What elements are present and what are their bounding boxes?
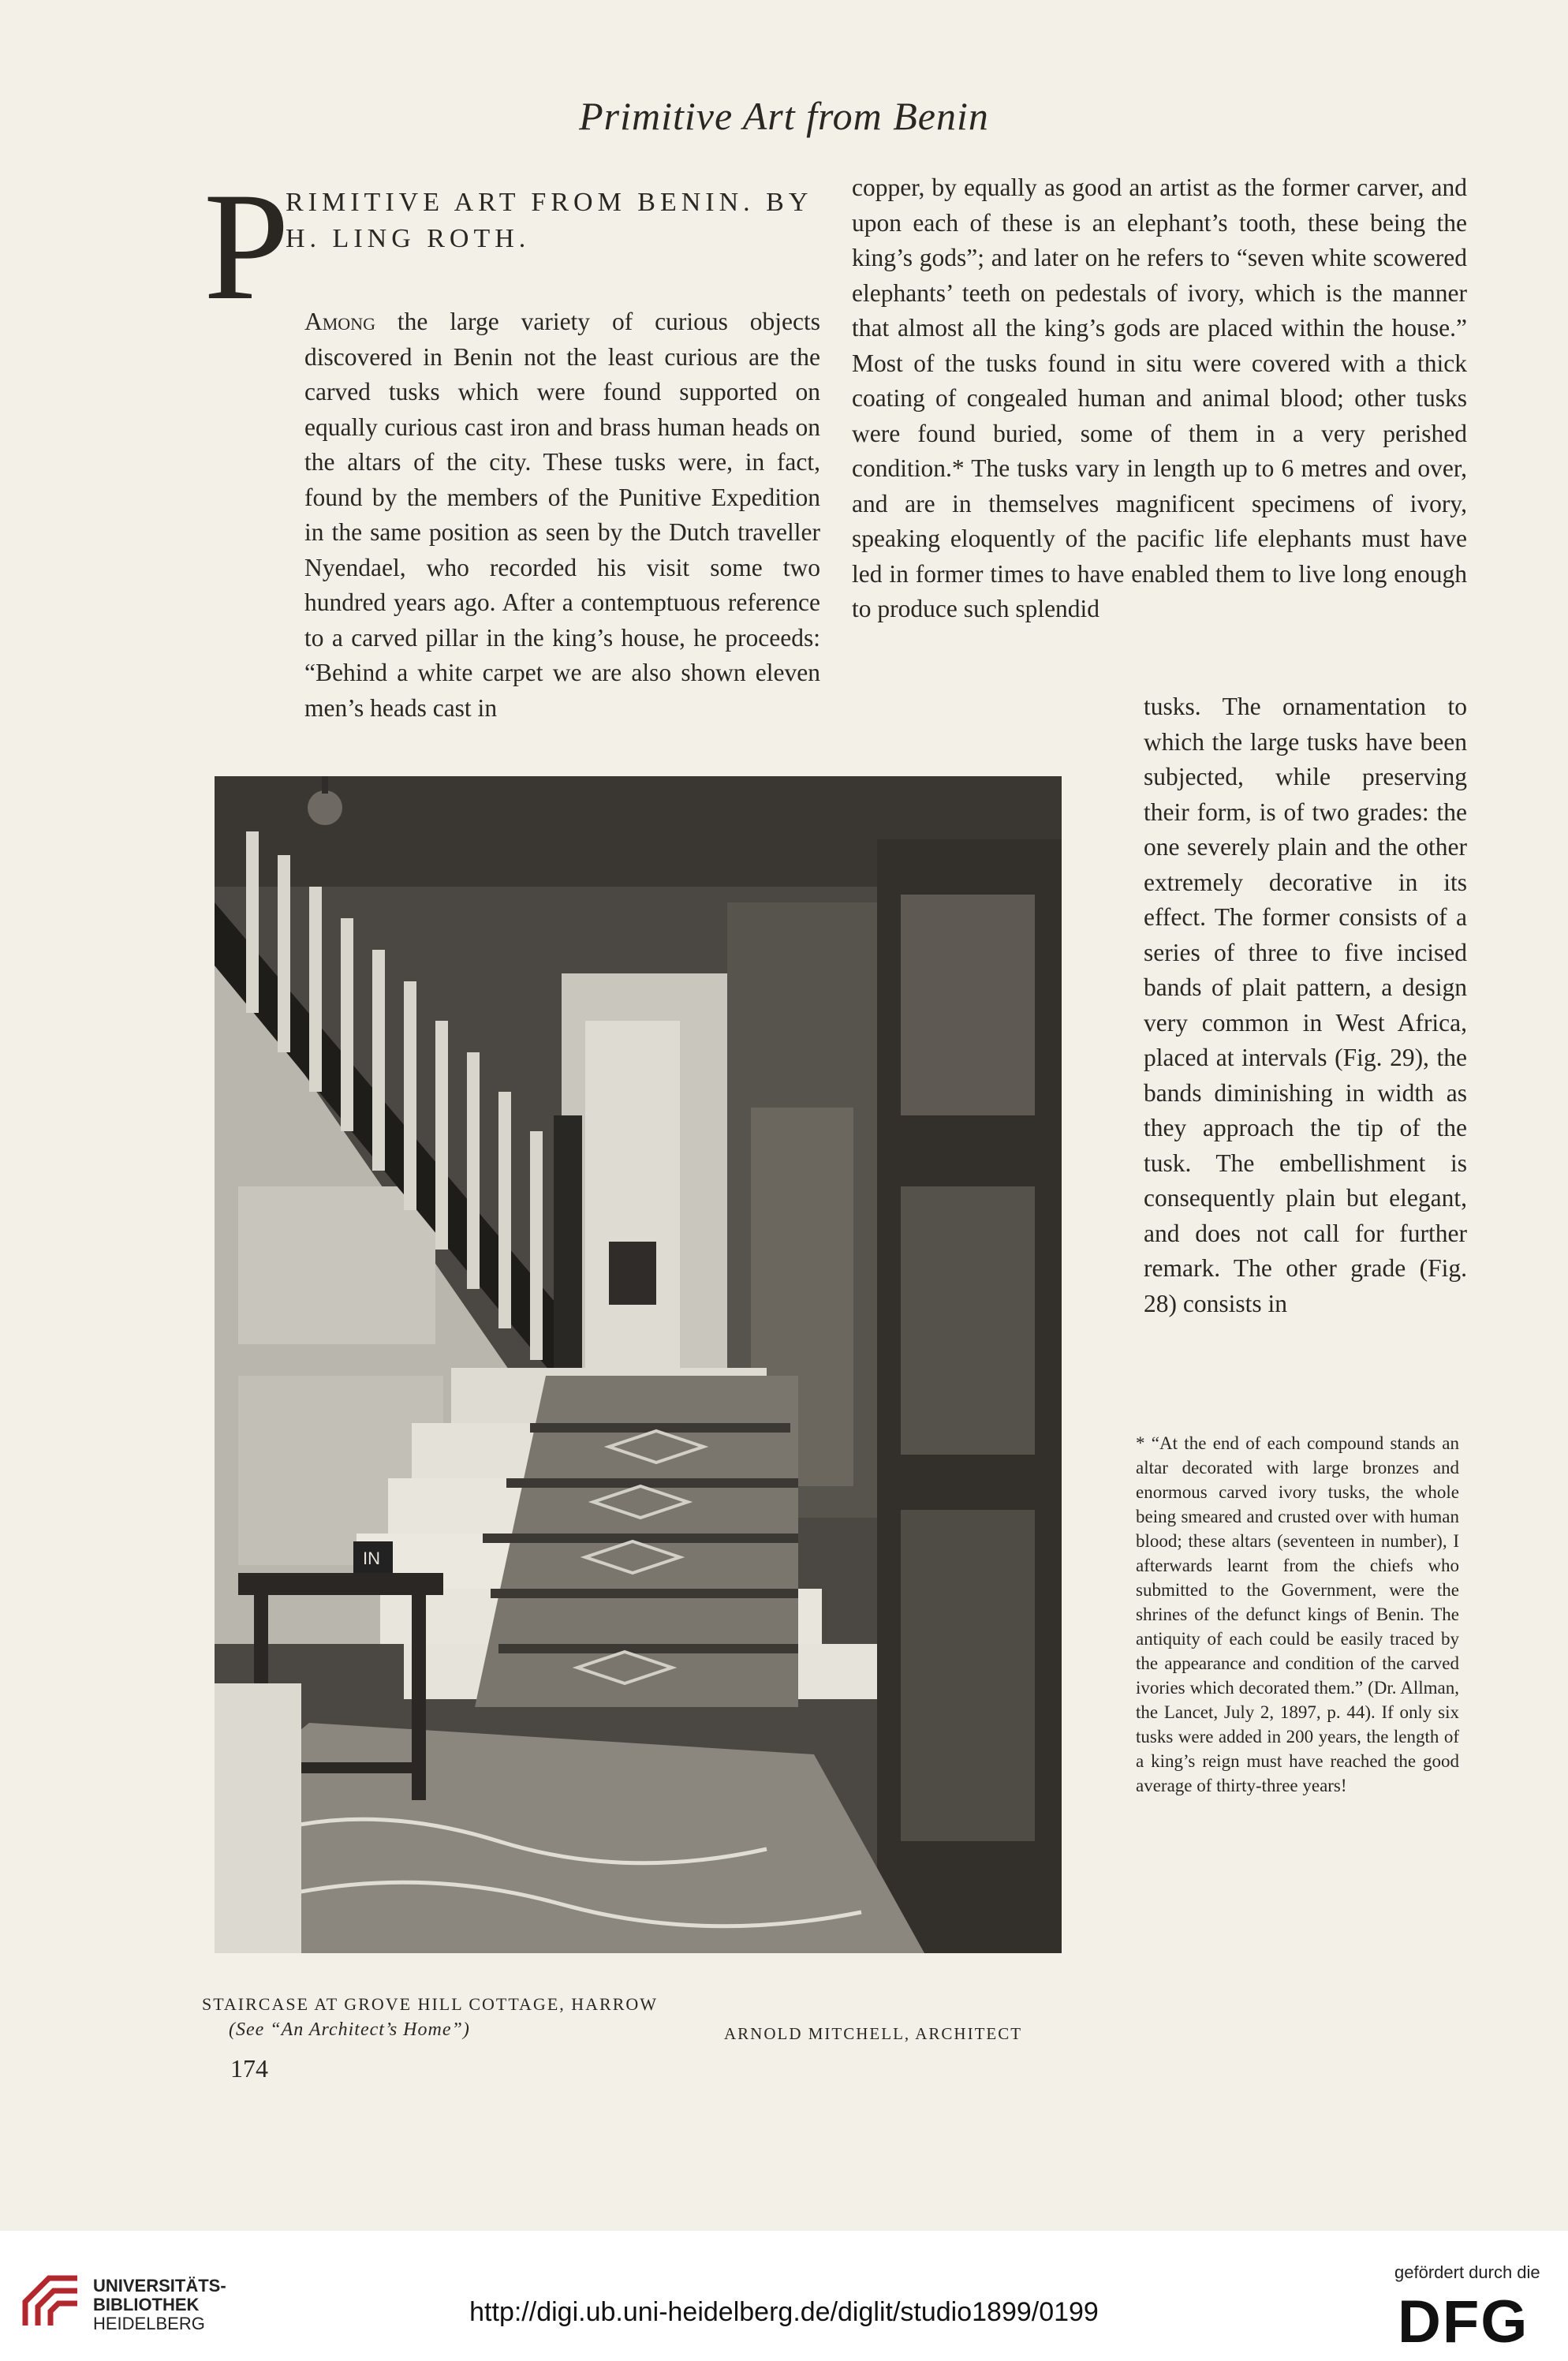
- lead-word: Among: [304, 308, 375, 335]
- running-head: Primitive Art from Benin: [579, 94, 989, 138]
- article-paragraph-1: [203, 304, 820, 726]
- dfg-logo: DFG: [1398, 2288, 1529, 2355]
- library-name-line-2: BIBLIOTHEK: [93, 2295, 200, 2314]
- footnote: * “At the end of each compound stands an altar decorated with large bronzes and enormous carved ivory tusks, the whole being smeared and crusted over with human blood; these altars (seventeen in number), I afterwards learnt from the chiefs who submitted to the Government, were the shrines of the defunct kings of Benin. The antiquity of each could be easily traced by the appearance and condition of the carved ivories which decorated them.” (Dr. Allman, the Lancet, July 2, 1897, p. 44). If only six tusks were added in 200 years, the length of a king’s reign must have reached the good average of thirty-three years!: [1136, 1433, 1459, 1795]
- photo-see-reference: (See “An Architect’s Home”): [229, 2019, 470, 2040]
- paragraph-1-text: the large variety of curious objects discovered in Benin not the least curious are the carved tusks which were found supported on equally curious cast iron and brass human heads on the altars of the city. These tusks were, in fact, found by the members of the Punitive Expedition in the same position as seen by the Dutch traveller Nyendael, who recorded his visit some two hundred years ago. After a contemptuous reference to a carved pillar in the king’s house, he proceeds: “Behind a white carpet we are also shown eleven men’s heads cast in: [304, 308, 820, 722]
- right-column: [852, 170, 1467, 627]
- article-narrow-column: tusks. The ornamentation to which the large tusks have been subjected, while preserving their form, is of two grades: the one severely plain and the other extremely decorative in its effect. The former consists of a series of three to five incised bands of plait pattern, a design very common in West Africa, placed at intervals (Fig. 29), the bands diminishing in width as they approach the tip of the tusk. The embellishment is consequently plain but elegant, and does not call for further remark. The other grade (Fig. 28) consists in: [1144, 693, 1467, 1317]
- article-paragraph-right: copper, by equally as good an artist as the former carver, and upon each of these is an elephant’s tooth, these being the king’s gods”; and later on he refers to “seven white scowered elephants’ teeth on pedestals of ivory, which is the manner that almost all the king’s gods are placed within the house.” Most of the tusks found in situ were covered with a thick coating of congealed human and animal blood; other tusks were found buried, some of them in a very perished condition.* The tusks vary in length up to 6 metres and over, and are in themselves magnificent specimens of ivory, speaking eloquently of the pacific life elephants must have led in former times to have enabled them to live long enough to produce such splendid: [852, 174, 1467, 622]
- staircase-photograph: [215, 776, 1062, 1953]
- drop-cap: P: [203, 161, 290, 332]
- permalink-url[interactable]: http://digi.ub.uni-heidelberg.de/diglit/studio1899/0199: [469, 2297, 1099, 2327]
- funding-label: gefördert durch die: [1394, 2262, 1540, 2282]
- article-title: RIMITIVE ART FROM BENIN. BY H. LING ROTH.: [286, 188, 812, 253]
- photo-caption: STAIRCASE AT GROVE HILL COTTAGE, HARROW: [202, 1994, 659, 2014]
- hall-sign-text: IN: [363, 1548, 380, 1568]
- left-column: [203, 161, 820, 726]
- photo-credit: ARNOLD MITCHELL, ARCHITECT: [724, 2024, 1023, 2043]
- library-name-line-3: HEIDELBERG: [93, 2314, 205, 2333]
- staircase-illustration: [215, 776, 1062, 1953]
- digitization-footer: [0, 2231, 1568, 2361]
- library-name-line-1: UNIVERSITÄTS-: [93, 2276, 226, 2296]
- page-number: 174: [230, 2054, 268, 2083]
